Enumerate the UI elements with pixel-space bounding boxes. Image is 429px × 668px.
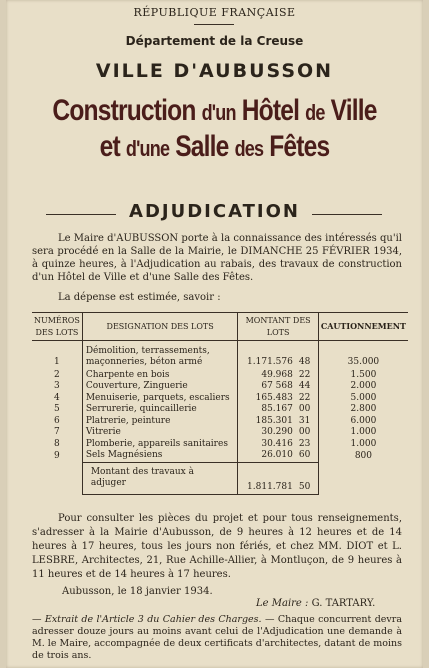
lot-number: 7 [54, 427, 60, 437]
table-row [32, 427, 408, 439]
lot-designation: Plomberie, appareils sanitaires [82, 439, 238, 451]
lot-caution: 1.000 [318, 439, 408, 451]
lot-amount-cts: 48 [298, 357, 311, 367]
estimate-line: La dépense est estimée, savoir : [58, 292, 221, 303]
lot-amount-francs: 67 568 [238, 381, 296, 393]
lot-caution: 2.000 [318, 381, 408, 393]
total-francs: 1.811.781 [238, 462, 296, 494]
table-row [32, 393, 408, 405]
lot-number: 5 [54, 404, 60, 414]
lot-caution: 1.500 [318, 370, 408, 382]
lot-amount-francs: 165.483 [238, 393, 296, 405]
departement-header: Département de la Creuse [125, 34, 304, 48]
adjudication-heading: ADJUDICATION [129, 201, 300, 222]
table-row [32, 404, 408, 416]
lot-designation: Vitrerie [82, 427, 238, 439]
col-header-cautionnement: CAUTIONNEMENT [318, 313, 408, 341]
main-title [44, 94, 386, 166]
lot-amount-francs: 1.171.576 [238, 341, 296, 370]
lot-number: 4 [54, 392, 60, 403]
republique-header: RÉPUBLIQUE FRANÇAISE [133, 6, 296, 19]
date-line: Aubusson, le 18 janvier 1934. [62, 586, 213, 597]
lot-designation: Menuiserie, parquets, escaliers [82, 393, 238, 405]
lot-amount-cts: 22 [298, 369, 311, 380]
lot-amount-francs: 30.416 [238, 439, 296, 451]
lot-number: 8 [54, 438, 60, 449]
info-paragraph: Pour consulter les pièces du projet et pour tous renseignements, s'adresser à la Mairie d'Aubusson, de 9 heures à 12 heures et de 14 heures à 17 heures, tous les jours non fériés, et chez MM. DIOT et L. LESBRE, Architectes, 21, Rue Achille-Allier, à Montluçon, de 9 heures à 11 heures et de 14 heures à 17 heures. [32, 513, 402, 580]
ville-header: VILLE D'AUBUSSON [95, 60, 334, 82]
lot-number: 1 [54, 357, 60, 367]
extract-paragraph: — Extrait de l'Article 3 du Cahier des Charges. — Chaque concurrent devra adresser douze jours au moins avant celui de l'Adjudication une demande à M. le Maire, accompagnée de deux certificats d'architectes, datant de moins de trois ans. [32, 614, 402, 661]
lot-amount-cts: 00 [298, 427, 311, 437]
lot-number: 6 [54, 415, 60, 426]
col-header-num: NUMÉROS DES LOTS [32, 313, 82, 341]
lot-designation: Sels Magnésiens [82, 450, 238, 462]
lot-amount-cts: 31 [298, 415, 311, 426]
lot-designation: Serrurerie, quincaillerie [82, 404, 238, 416]
lot-caution: 1.000 [318, 427, 408, 439]
main-title-line-1: Construction d'un Hôtel de Ville [52, 94, 377, 127]
lot-designation: Charpente en bois [82, 370, 238, 382]
lot-caution: 6.000 [318, 416, 408, 428]
lot-caution: 5.000 [318, 393, 408, 405]
lot-number: 3 [54, 381, 60, 391]
signature: Le Maire : G. TARTARY. [256, 598, 376, 609]
intro-paragraph: Le Maire d'AUBUSSON porte à la connaissance des intéressés qu'il sera procédé en la Salle de la Mairie, le DIMANCHE 25 FÉVRIER 1934, à quinze heures, à l'Adjudication au rabais, des travaux de construction d'un Hôtel de Ville et d'une Salle des Fêtes. [32, 233, 402, 283]
lot-designation: Platrerie, peinture [82, 416, 238, 428]
lot-caution: 2.800 [318, 404, 408, 416]
lot-amount-cts: 00 [298, 404, 311, 414]
lots-table [32, 312, 408, 495]
divider [194, 24, 234, 25]
lot-caution: 800 [318, 450, 408, 462]
lot-amount-cts: 23 [298, 438, 311, 449]
lot-amount-francs: 85.167 [238, 404, 296, 416]
table-row [32, 416, 408, 428]
lot-caution: 35.000 [318, 341, 408, 370]
lot-number: 2 [54, 369, 60, 380]
lot-designation: Démolition, terrassements, maçonneries, béton armé [82, 341, 238, 370]
main-title-line-2: et d'une Salle des Fêtes [99, 130, 330, 163]
lot-amount-cts: 44 [298, 381, 311, 391]
col-header-montant: MONTANT DES LOTS [238, 313, 318, 341]
table-row [32, 370, 408, 382]
lot-number: 9 [54, 450, 60, 461]
lot-amount-francs: 49.968 [238, 370, 296, 382]
total-cts: 50 [296, 462, 319, 494]
total-label: Montant des travaux à adjuger [82, 462, 238, 494]
lot-designation: Couverture, Zinguerie [82, 381, 238, 393]
lot-amount-cts: 22 [298, 392, 311, 403]
col-header-designation: DESIGNATION DES LOTS [82, 313, 238, 341]
poster-sheet [6, 0, 423, 668]
table-row [32, 341, 408, 370]
table-row [32, 381, 408, 393]
table-row [32, 439, 408, 451]
lot-amount-francs: 30.290 [238, 427, 296, 439]
table-row [32, 450, 408, 462]
lot-amount-francs: 185.301 [238, 416, 296, 428]
lot-amount-francs: 26.010 [238, 450, 296, 462]
lot-amount-cts: 60 [298, 450, 311, 460]
